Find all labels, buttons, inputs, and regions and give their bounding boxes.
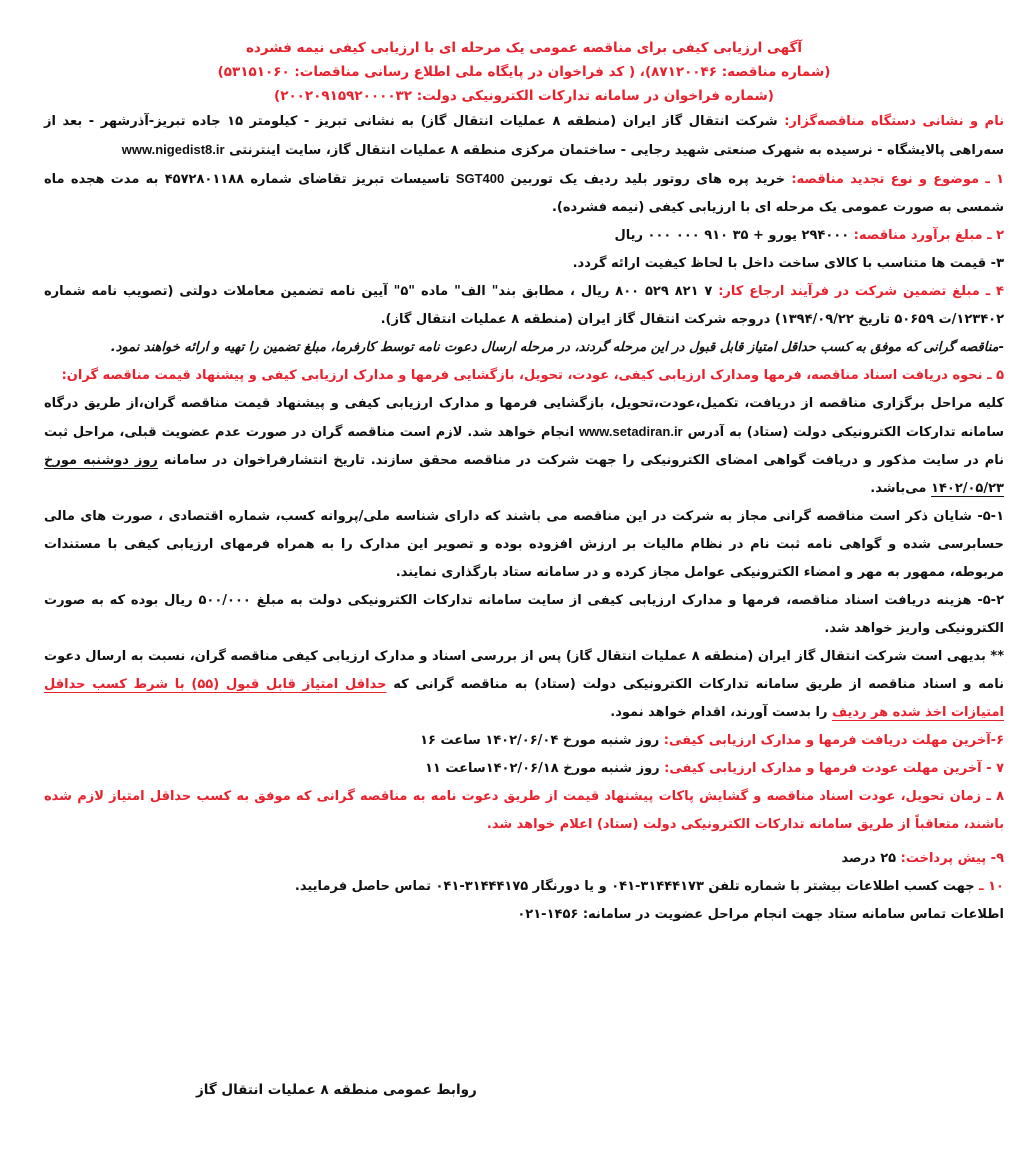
section-body: جهت کسب اطلاعات بیشتر با شماره تلفن ۳۱۴۴۴۱۷۳-۰۴۱ و یا دورنگار ۳۱۴۴۴۱۷۵-۰۴۱ تماس حاصل فرمایید. bbox=[294, 879, 980, 894]
section-opening: ۸ ـ زمان تحویل، عودت اسناد مناقصه و گشایش پاکات پیشنهاد قیمت از طریق دعوت نامه به مناقصه گرانی که موفق به کسب حداقل امتیاز لازم شده باشند، متعاقباً از طریق سامانه تدارکات الکترونیکی دولت (ستاد) اعلام خواهد شد. bbox=[44, 789, 1004, 832]
footer-signature: روابط عمومی منطقه ۸ عملیات انتقال گاز bbox=[196, 1082, 477, 1098]
section-body: شرکت انتقال گاز ایران (منطقه ۸ عملیات انتقال گاز) به نشانی تبریز - کیلومتر ۱۵ جاده تبریز-آذرشهر - بعد از سه‌راهی پالایشگاه - نرسیده به شهرک صنعتی شهید رجایی - ساختمان مرکزی منطقه ۸ عملیات انتقال گاز، سایت اینترنتی bbox=[44, 114, 1004, 158]
guarantee-note: -مناقصه گرانی که موفق به کسب حداقل امتیاز قابل قبول در این مرحله گردند، در مرحله ارسال دعوت نامه توسط کارفرما، مبلغ تضمین را تهیه و ارائه خواهند نمود. bbox=[110, 340, 1004, 355]
section-prepayment bbox=[44, 845, 1004, 873]
section-title: ۱۰ ـ bbox=[979, 879, 1004, 894]
section-body: ۷ ۸۲۱ ۵۲۹ ۸۰۰ ریال ، مطابق بند" الف" ماده "۵" آیین نامه تضمین معاملات دولتی (تصویب نامه شماره ۱۲۳۴۰۲/ت ۵۰۶۵۹ تاریخ ۱۳۹۴/۰۹/۲۲) دروجه شرکت انتقال گاز ایران (منطقه ۸ عملیات انتقال گاز). bbox=[44, 284, 1004, 327]
section-documents-title: ۵ ـ نحوه دریافت اسناد مناقصه، فرمها ومدارک ارزیابی کیفی، عودت، تحویل، بازگشایی فرمها و مدارک ارزیابی کیفی و پیشنهاد قیمت مناقصه گران: bbox=[61, 368, 1004, 383]
section-documents bbox=[44, 390, 1004, 503]
section-body: ** بدیهی است شرکت انتقال گاز ایران (منطقه ۸ عملیات انتقال گاز) پس از بررسی اسناد و مدارک ارزیابی کیفی مناقصه گران، نسبت به ارسال دعوت نامه و اسناد مناقصه از طریق سامانه تدارکات الکترونیکی دولت (ستاد) به مناقصه گرانی که bbox=[44, 649, 1004, 692]
section-body: ۲۹۴۰۰۰ یورو + ۳۵ ۹۱۰ ۰۰۰ ۰۰۰ ریال bbox=[614, 228, 854, 243]
section-contact bbox=[44, 873, 1004, 901]
section-deadline-return bbox=[44, 755, 1004, 783]
section-5-2: ۵-۲- هزینه دریافت اسناد مناقصه، فرمها و مدارک ارزیابی کیفی از سایت سامانه تدارکات الکترونیکی دولت به مبلغ ۵۰۰/۰۰۰ ریال بوده که به صورت الکترونیکی واریز خواهد شد. bbox=[44, 593, 1004, 636]
turbine-model: SGT400 bbox=[455, 171, 505, 186]
section-body: را بدست آورند، اقدام خواهد نمود. bbox=[610, 705, 832, 720]
call-number: (شماره فراخوان در سامانه تدارکات الکترونیکی دولت: ۲۰۰۲۰۹۱۵۹۲۰۰۰۰۳۲) bbox=[274, 88, 774, 104]
section-subject bbox=[44, 165, 1004, 222]
section-estimate bbox=[44, 222, 1004, 250]
section-body: انجام خواهد شد. لازم است مناقصه گران در صورت عدم عضویت قبلی، مراحل ثبت نام در سایت مذکور و دریافت گواهی امضای الکترونیکی را جهت شرکت در مناقصه محقق سازند. تاریخ انتشارفراخوان در سامانه bbox=[44, 425, 1004, 468]
section-prices: ۳- قیمت ها متناسب با کالای ساخت داخل با لحاظ کیفیت ارائه گردد. bbox=[572, 256, 1004, 271]
setad-website-link[interactable]: www.setadiran.ir bbox=[579, 424, 683, 439]
section-invitation-note bbox=[44, 643, 1004, 727]
min-score-highlight: حداقل امتیاز قابل قبول (۵۵) با شرط کسب حداقل امتیازات اخذ شده هر ردیف bbox=[44, 677, 1004, 720]
section-body: ۲۵ درصد bbox=[841, 851, 901, 866]
organizer-website-link[interactable]: www.nigedist8.ir bbox=[121, 142, 225, 157]
section-body: خرید پره های روتور بلید ردیف یک توربین bbox=[504, 172, 792, 187]
tender-number: (شماره مناقصه: ۸۷۱۲۰۰۴۶)، ( کد فراخوان در پایگاه ملی اطلاع رسانی مناقصات: ۵۳۱۵۱۰۶۰) bbox=[217, 64, 831, 80]
section-title: نام و نشانی دستگاه مناقصه‌گزار: bbox=[784, 114, 1004, 129]
section-guarantee bbox=[44, 278, 1004, 334]
tender-notice bbox=[44, 36, 1004, 929]
section-organizer bbox=[44, 108, 1004, 165]
section-title: ۶-آخرین مهلت دریافت فرمها و مدارک ارزیابی کیفی: bbox=[663, 733, 1004, 748]
publish-date: روز دوشنبه مورخ ۱۴۰۲/۰۵/۲۳ bbox=[44, 453, 1004, 496]
section-title: ۴ ـ مبلغ تضمین شرکت در فرآیند ارجاع کار: bbox=[718, 284, 1004, 299]
section-title: ۷ - آخرین مهلت عودت فرمها و مدارک ارزیابی کیفی: bbox=[664, 761, 1004, 776]
setad-contact-info: اطلاعات تماس سامانه ستاد جهت انجام مراحل عضویت در سامانه: ۱۴۵۶-۰۲۱ bbox=[517, 907, 1004, 922]
section-title: ۹- پیش پرداخت: bbox=[900, 851, 1004, 866]
notice-header bbox=[44, 36, 1004, 108]
section-title: ۱ ـ موضوع و نوع تجدید مناقصه: bbox=[791, 172, 1005, 187]
section-body: روز شنبه مورخ ۱۴۰۲/۰۶/۱۸ساعت ۱۱ bbox=[424, 761, 665, 776]
section-deadline-receive bbox=[44, 727, 1004, 755]
notice-title: آگهی ارزیابی کیفی برای مناقصه عمومی یک مرحله ای با ارزیابی کیفی نیمه فشرده bbox=[245, 40, 803, 56]
section-title: ۲ ـ مبلغ برآورد مناقصه: bbox=[853, 228, 1004, 243]
section-body: کلیه مراحل برگزاری مناقصه از دریافت، تکمیل،عودت،تحویل، بازگشایی فرمها و مدارک ارزیابی کیفی و پیشنهاد قیمت مناقصه گران،از طریق درگاه سامانه تدارکات الکترونیکی دولت (ستاد) به آدرس bbox=[44, 396, 1004, 440]
section-body: روز شنبه مورخ ۱۴۰۲/۰۶/۰۴ ساعت ۱۶ bbox=[420, 733, 664, 748]
section-5-1: ۵-۱- شایان ذکر است مناقصه گرانی مجاز به شرکت در این مناقصه می باشند که دارای شناسه ملی/پروانه کسب، شماره اقتصادی ، صورت های مالی حسابرسی شده و گواهی نامه ثبت نام در نظام مالیات بر ارزش افزوده بوده و تصویر این مدارک را به همراه فرمهای ارزیابی کیفی با مستندات مربوطه، ممهور به مهر و امضاء الکترونیکی عوامل مجاز کرده و در سامانه ستاد بارگذاری نمایند. bbox=[44, 509, 1004, 580]
section-body: تاسیسات تبریز تقاضای شماره ۴۵۷۲۸۰۱۱۸۸ به مدت هجده ماه شمسی به صورت عمومی یک مرحله ای با ارزیابی کیفی (نیمه فشرده). bbox=[44, 172, 1004, 215]
section-body: می‌باشد. bbox=[870, 481, 932, 496]
